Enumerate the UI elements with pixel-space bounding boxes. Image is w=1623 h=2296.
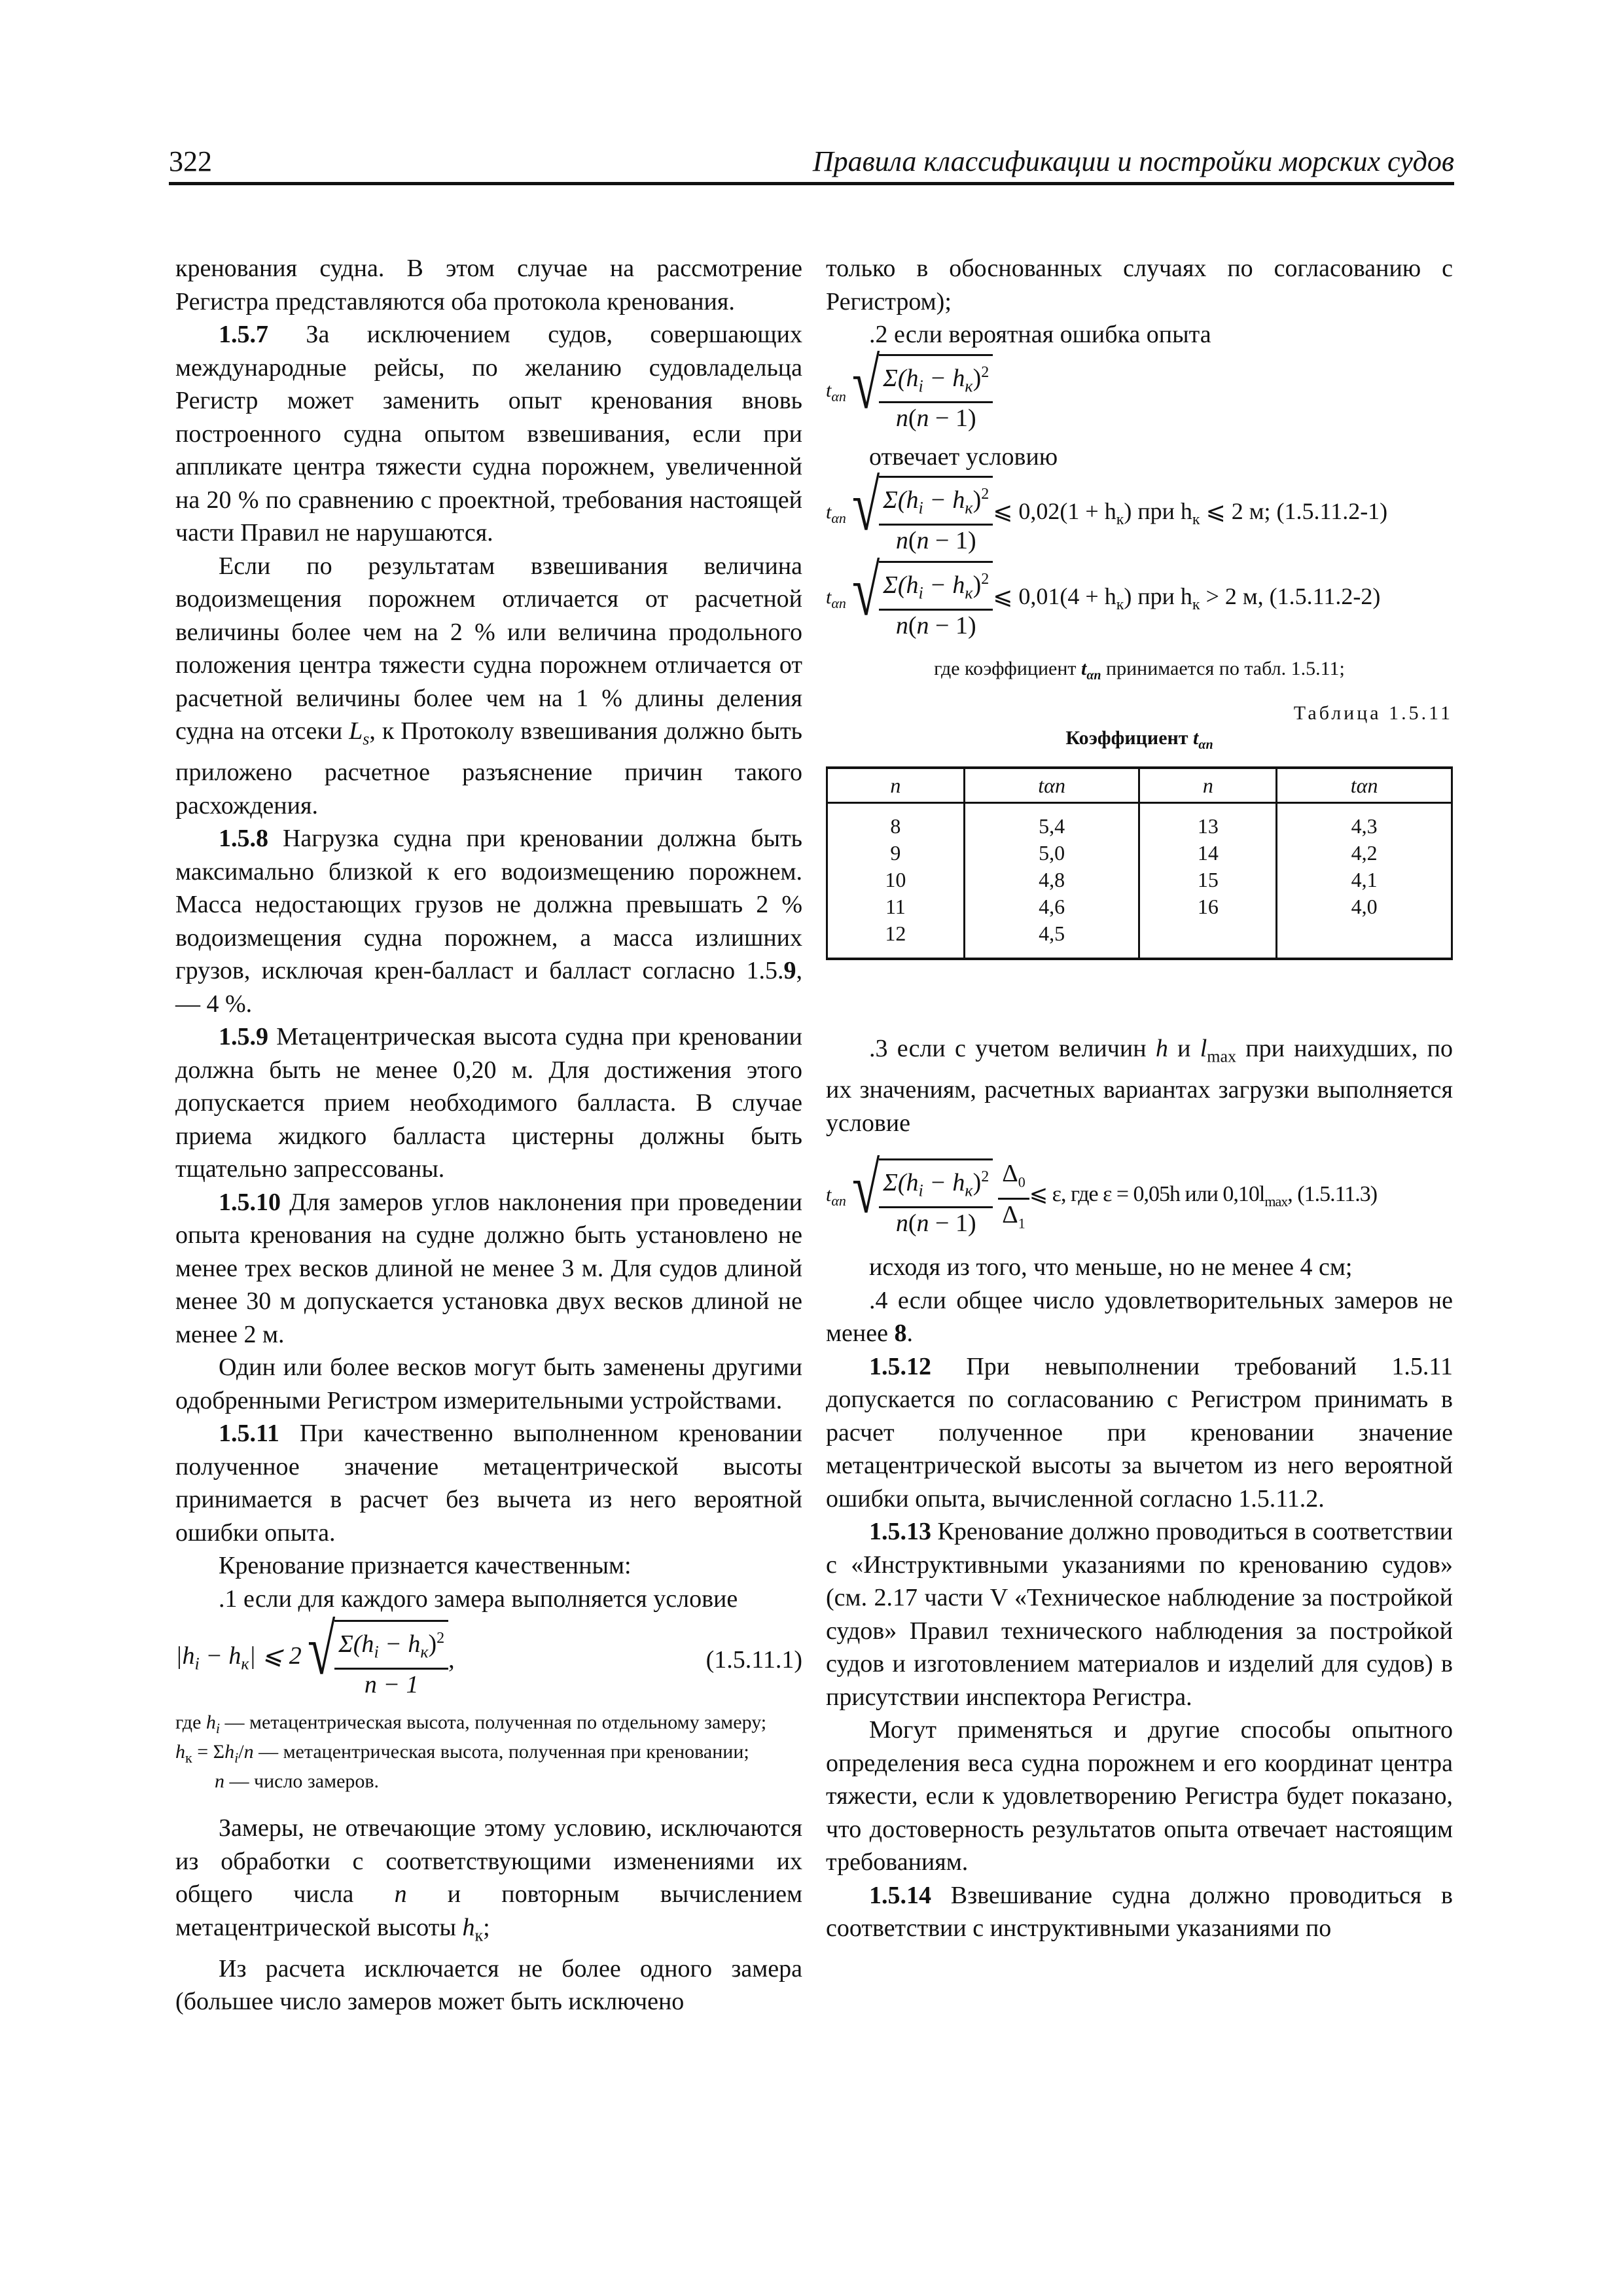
formula-lhs: $|h_i - h_к|$ ⩽ 2	[175, 1641, 302, 1674]
bold-ref: 9	[783, 957, 796, 985]
paragraph-text: Нагрузка судна при креновании должна быть максимально близкой к его водоизмещению порожнем. Масса недостающих грузов не должна превышать 2 % водоизмещения судна порожнем, а масса излишних грузов, исключая крен-балласт и балласт согласно 1.5.	[175, 825, 802, 985]
section-number: 1.5.9	[219, 1023, 268, 1051]
formula-1-5-11-2-2: $t_{\alpha n}$ √ $\frac{\Sigma(h_i - h_к)^2}{n(n - 1)}$ ⩽ $0,01(4 + h_к)$ при $h_к > 2$ м, (1.5.11.2-2)	[826, 550, 1381, 639]
table-cell: 4,6	[964, 893, 1139, 920]
table-cell: 4,0	[1277, 893, 1452, 920]
table-row	[827, 840, 1452, 867]
paragraph: отвечает условию	[869, 442, 1058, 471]
table-cell: 16	[1139, 893, 1277, 920]
coefficient-table	[826, 766, 1453, 960]
table-row	[827, 893, 1452, 920]
where-block	[175, 1711, 802, 1793]
paragraph: .3 если с учетом величин h и $l_{max}$ при наихудших, по их значениям, расчетных вариантах загрузки выполняется условие	[826, 1035, 1453, 1137]
table-cell: 4,8	[964, 867, 1139, 893]
table-cell	[1139, 920, 1277, 959]
paragraph: кренования судна. В этом случае на рассмотрение Регистра представляются оба протокола кренования.	[175, 255, 802, 315]
table-cell	[1277, 920, 1452, 959]
section-1-5-14: 1.5.14 Взвешивание судна должно проводиться в соответствии с инструктивными указаниями по	[826, 1881, 1453, 1943]
section-1-5-9	[175, 1020, 802, 1186]
table-cell: 4,3	[1277, 803, 1452, 840]
formula-error: $t_{\alpha n}$ √ $\frac{\Sigma(h_i - h_к)^2}{n(n - 1)}$	[826, 351, 1453, 437]
table-cell: 4,1	[1277, 867, 1452, 893]
math-var: L	[349, 717, 363, 745]
running-title: Правила классификации и постройки морских судов	[812, 145, 1454, 177]
table-row	[827, 867, 1452, 893]
section-1-5-8	[175, 822, 802, 1020]
section-1-5-10	[175, 1186, 802, 1352]
coef-note: где коэффициент $t_{\alpha n}$ принимается по табл. 1.5.11;	[934, 658, 1345, 683]
table-cell: 4,5	[964, 920, 1139, 959]
table-cell: 8	[827, 803, 965, 840]
section-1-5-7	[175, 318, 802, 550]
table-caption: Коэффициент $t_{\alpha n}$	[1065, 727, 1213, 752]
where-line: $h_к = \Sigma h_i/n$ — метацентрическая высота, полученная при креновании;	[175, 1741, 749, 1767]
table-label: Таблица 1.5.11	[1293, 702, 1453, 724]
paragraph: Кренование признается качественным:	[219, 1552, 632, 1580]
section-number: 1.5.7	[219, 321, 268, 348]
section-1-5-11	[175, 1417, 802, 1549]
paragraph: только в обоснованных случаях по согласованию с Регистром);	[826, 255, 1453, 315]
paragraph: .1 если для каждого замера выполняется условие	[219, 1585, 738, 1613]
section-1-5-12: 1.5.12 При невыполнении требований 1.5.11 допускается по согласованию с Регистром принимать в расчет полученное при креновании значение метацентрической высоты за вычетом из него вероятной ошибки опыта, вычисленной согласно 1.5.11.2.	[826, 1352, 1453, 1513]
table-cell: 9	[827, 840, 965, 867]
section-number: 1.5.8	[219, 825, 268, 853]
table-header: tαn	[1277, 768, 1452, 803]
table-cell: 10	[827, 867, 965, 893]
sqrt-symbol: √ $\frac{\Sigma(h_i - h_к)^2}{n - 1}$	[302, 1620, 448, 1699]
table-cell: 4,2	[1277, 840, 1452, 867]
paragraph-text: Метацентрическая высота судна при креновании должна быть не менее 0,20 м. Для достижения этого допускается прием необходимого балласта. В случае приема жидкого балласта цистерны должны быть тщательно запрессованы.	[175, 1023, 802, 1183]
table-header: tαn	[964, 768, 1139, 803]
paragraph-text: , к Протоколу взвешивания должно быть приложено расчетное разъяснение причин такого расхождения.	[175, 717, 802, 819]
paragraph: Один или более весков могут быть заменены другими одобренными Регистром измерительными устройствами.	[175, 1354, 802, 1414]
section-number: 1.5.11	[219, 1420, 279, 1448]
paragraph-text: Для замеров углов наклонения при проведении опыта кренования на судне должно быть установлено не менее трех весков длиной не менее 3 м. Для судов длиной менее 30 м допускается установка двух весков длиной не менее 2 м.	[175, 1188, 802, 1348]
where-line: n — число замеров.	[215, 1770, 380, 1793]
table-cell: 11	[827, 893, 965, 920]
table-cell: 14	[1139, 840, 1277, 867]
table-cell: 12	[827, 920, 965, 959]
math-sub: s	[363, 729, 370, 749]
table-cell: 13	[1139, 803, 1277, 840]
formula-1-5-11-1: $|h_i - h_к|$ ⩽ 2 √ $\frac{\Sigma(h_i - h_к)^2}{n - 1}$ , (1.5.11.1)	[175, 1609, 802, 1698]
section-number: 1.5.10	[219, 1188, 281, 1216]
table-cell: 15	[1139, 867, 1277, 893]
paragraph: Могут применяться и другие способы опытного определения веса судна порожнем и его координат центра тяжести, если к удовлетворению Регистра будет показано, что достоверность результатов опыта отвечает настоящим требованиям.	[826, 1716, 1453, 1876]
paragraph-text: Если по результатам взвешивания величина водоизмещения порожнем отличается от расчетной величины более чем на 2 % или величина продольного положения центра тяжести судна порожнем отличается от расчетной величины более чем на 1 % длины деления судна на отсеки	[175, 552, 802, 745]
paragraph: исходя из того, что меньше, но не менее 4 см;	[869, 1253, 1353, 1282]
table-row	[827, 803, 1452, 840]
where-line: где $h_i$ — метацентрическая высота, полученная по отдельному замеру;	[175, 1712, 767, 1737]
paragraph: .4 если общее число удовлетворительных замеров не менее 8.	[826, 1286, 1453, 1348]
table-header: n	[827, 768, 965, 803]
table-cell: 5,4	[964, 803, 1139, 840]
right-column	[826, 252, 1453, 1945]
formula-1-5-11-2-1: $t_{\alpha n}$ √ $\frac{\Sigma(h_i - h_к)^2}{n(n - 1)}$ ⩽ $0,02(1 + h_к)$ при $h_к$ ⩽ 2 м; (1.5.11.2-1)	[826, 465, 1388, 554]
paragraph	[175, 550, 802, 823]
paragraph: Замеры, не отвечающие этому условию, исключаются из обработки с соответствующими изменениями их общего числа n и повторным вычислением метацентрической высоты $h_к$;	[175, 1814, 802, 1945]
table-header: n	[1139, 768, 1277, 803]
paragraph-text: , — 4 %.	[175, 957, 802, 1018]
paragraph: .2 если вероятная ошибка опыта	[869, 321, 1211, 348]
paragraph-text: При качественно выполненном креновании полученное значение метацентрической высоты принимается в расчет без вычета из него вероятной ошибки опыта.	[175, 1420, 802, 1547]
paragraph: Из расчета исключается не более одного замера (большее число замеров может быть исключено	[175, 1954, 802, 2016]
formula-number: (1.5.11.1)	[705, 1645, 802, 1674]
section-1-5-13: 1.5.13 Кренование должно проводиться в соответствии с «Инструктивными указаниями по кренованию судов» (см. 2.17 части V «Техническое наблюдение за постройкой судов» Правил технического наблюдения за постройкой судов и изготовлением материалов и изделий для судов) в присутствии инспектора Регистра.	[826, 1518, 1453, 1711]
paragraph-text: За исключением судов, совершающих международные рейсы, по желанию судовладельца Регистр может заменить опыт кренования вновь построенного судна опытом взвешивания, если при аппликате центра тяжести судна порожнем, увеличенной на 20 % по сравнению с проектной, требования настоящей части Правил не нарушаются.	[175, 321, 802, 547]
page-header	[169, 143, 1454, 185]
table-cell: 5,0	[964, 840, 1139, 867]
left-column	[175, 252, 802, 2018]
formula-1-5-11-3: $t_{\alpha n}$ √ $\frac{\Sigma(h_i - h_к)^2}{n(n - 1)}$ $\frac{\Delta_0}{\Delta_1}$ ⩽ ε, где ε = 0,05h или $0,10l_{max}$, (1.5.11.3)	[826, 1148, 1378, 1237]
page-number: 322	[169, 145, 212, 177]
table-row	[827, 920, 1452, 959]
